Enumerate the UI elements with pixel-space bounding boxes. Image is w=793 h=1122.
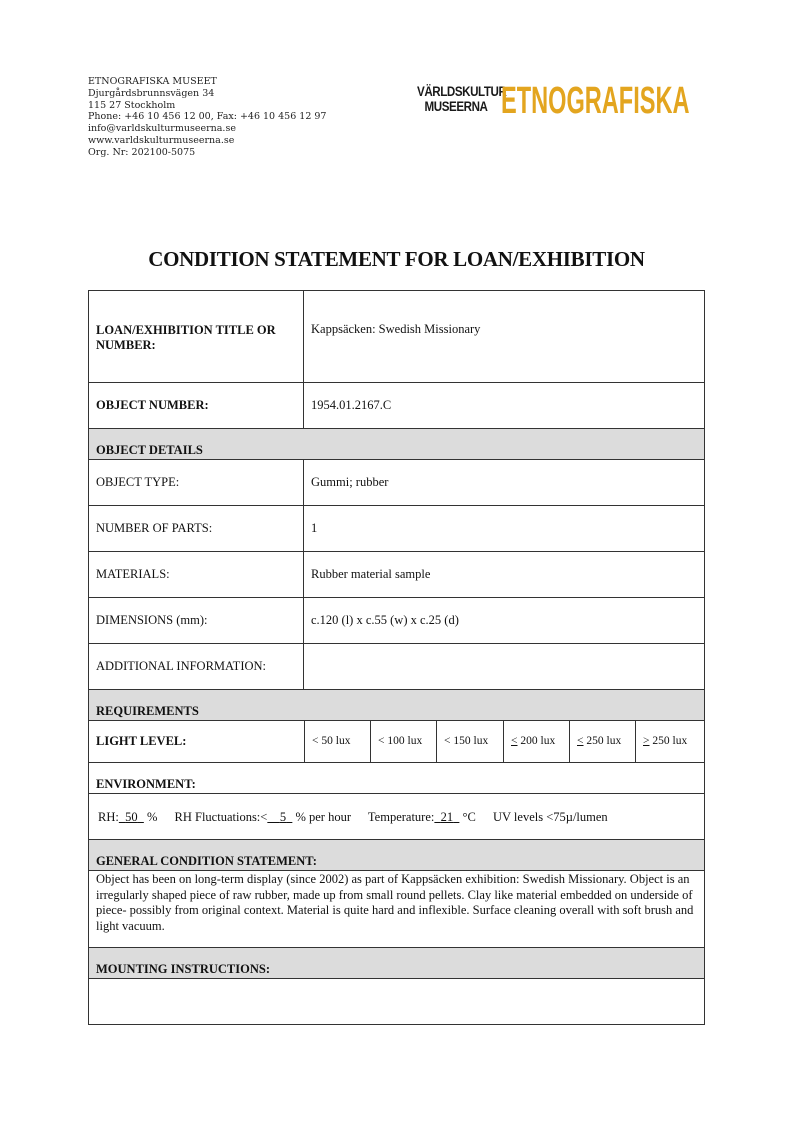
address-line: Djurgårdsbrunnsvägen 34 xyxy=(88,87,215,99)
additional-value[interactable] xyxy=(304,644,704,689)
rh-fluctuation-label: RH Fluctuations:< xyxy=(174,810,268,824)
temperature-label: Temperature: xyxy=(367,810,435,824)
materials-value: Rubber material sample xyxy=(311,567,431,581)
light-option-prefix: < xyxy=(444,735,451,747)
light-option[interactable] xyxy=(304,721,370,762)
light-option-unit: lux xyxy=(672,735,688,747)
light-option-unit: lux xyxy=(540,735,556,747)
object-type-value: Gummi; rubber xyxy=(311,475,389,489)
logo-wordmark-small xyxy=(417,84,507,114)
requirements-heading: REQUIREMENTS xyxy=(96,704,199,718)
light-option-value: 250 xyxy=(586,735,604,747)
additional-label: ADDITIONAL INFORMATION: xyxy=(89,644,304,689)
light-option[interactable] xyxy=(569,721,635,762)
light-option-prefix: < xyxy=(577,735,584,747)
section-general-condition xyxy=(88,839,705,870)
row-loan-title xyxy=(88,290,705,382)
address-line: Phone: +46 10 456 12 00, Fax: +46 10 456 12 97 xyxy=(88,111,327,123)
light-option[interactable] xyxy=(635,721,704,762)
parts-label: NUMBER OF PARTS: xyxy=(89,506,304,551)
section-requirements xyxy=(88,689,705,720)
light-option-value: 200 xyxy=(520,735,538,747)
temperature-value[interactable]: 21 xyxy=(440,810,454,824)
uv-level: UV levels <75µ/lumen xyxy=(492,810,608,824)
rh-fluctuation-value[interactable]: 5 xyxy=(279,810,287,824)
address-line: Org. Nr: 202100-5075 xyxy=(88,146,196,158)
environment-heading: ENVIRONMENT: xyxy=(96,777,196,791)
light-option-prefix: < xyxy=(511,735,518,747)
loan-title-label: LOAN/EXHIBITION TITLE OR NUMBER: xyxy=(89,291,304,382)
address-line: 115 27 Stockholm xyxy=(88,99,176,111)
row-dimensions xyxy=(88,597,705,643)
logo-line: MUSEERNA xyxy=(424,99,488,114)
light-option-unit: lux xyxy=(606,735,622,747)
rh-label: RH: xyxy=(98,810,119,824)
row-object-number xyxy=(88,382,705,428)
light-option-unit: lux xyxy=(335,735,351,747)
object-details-heading: OBJECT DETAILS xyxy=(96,443,203,457)
light-option-value: 100 xyxy=(387,735,405,747)
condition-form xyxy=(88,290,705,1023)
address-line: info@varldskulturmuseerna.se xyxy=(88,123,236,135)
environment-values xyxy=(98,810,608,825)
section-mounting xyxy=(88,947,705,978)
row-materials xyxy=(88,551,705,597)
page-title: CONDITION STATEMENT FOR LOAN/EXHIBITION xyxy=(148,247,645,271)
mounting-heading: MOUNTING INSTRUCTIONS: xyxy=(96,962,270,976)
light-option[interactable] xyxy=(503,721,569,762)
materials-label: MATERIALS: xyxy=(89,552,304,597)
address-line: ETNOGRAFISKA MUSEET xyxy=(88,76,217,87)
rh-fluctuation-unit: % per hour xyxy=(295,810,352,824)
museum-address xyxy=(88,76,326,159)
row-object-type xyxy=(88,459,705,505)
light-option-unit: lux xyxy=(473,735,489,747)
row-mounting-instructions xyxy=(88,978,705,1025)
rh-value[interactable]: 50 xyxy=(125,810,138,824)
light-option-prefix: < xyxy=(312,735,319,747)
light-option[interactable] xyxy=(436,721,503,762)
row-environment-values xyxy=(88,793,705,839)
light-option-prefix: > xyxy=(643,735,650,747)
address-line: www.varldskulturmuseerna.se xyxy=(88,134,235,146)
object-type-label: OBJECT TYPE: xyxy=(89,460,304,505)
row-number-of-parts xyxy=(88,505,705,551)
light-option-value: 50 xyxy=(321,735,333,747)
row-light-level xyxy=(88,720,705,762)
object-number-value: 1954.01.2167.C xyxy=(311,398,392,412)
light-option-value: 150 xyxy=(453,735,471,747)
light-option[interactable] xyxy=(370,721,436,762)
rh-unit: % xyxy=(146,810,158,824)
light-option-prefix: < xyxy=(378,735,385,747)
loan-title-value: Kappsäcken: Swedish Missionary xyxy=(311,322,481,336)
row-condition-statement xyxy=(88,870,705,947)
dimensions-label: DIMENSIONS (mm): xyxy=(89,598,304,643)
logo-line: VÄRLDSKULTUR xyxy=(417,84,507,99)
section-object-details xyxy=(88,428,705,459)
dimensions-value: c.120 (l) x c.55 (w) x c.25 (d) xyxy=(311,613,459,627)
section-environment xyxy=(88,762,705,793)
row-additional-information xyxy=(88,643,705,689)
parts-value: 1 xyxy=(311,521,318,535)
light-option-value: 250 xyxy=(652,735,670,747)
object-number-label: OBJECT NUMBER: xyxy=(89,383,304,428)
light-level-label: LIGHT LEVEL: xyxy=(96,734,187,748)
temperature-unit: °C xyxy=(462,810,476,824)
condition-statement-text: Object has been on long-term display (since 2002) as part of Kappsäcken exhibition: Swedish Missionary. Object is an irregularly shaped piece of raw rubber, made up from small round pellets. Clay like material embedded on underside of piece- possibly from original context. Material is quite hard and inflexible. Surface cleaning overall with soft brush and light vacuum. xyxy=(96,872,694,933)
logo-brand: ETNOGRAFISKA xyxy=(501,80,690,122)
light-option-unit: lux xyxy=(407,735,423,747)
condition-heading: GENERAL CONDITION STATEMENT: xyxy=(96,854,317,868)
